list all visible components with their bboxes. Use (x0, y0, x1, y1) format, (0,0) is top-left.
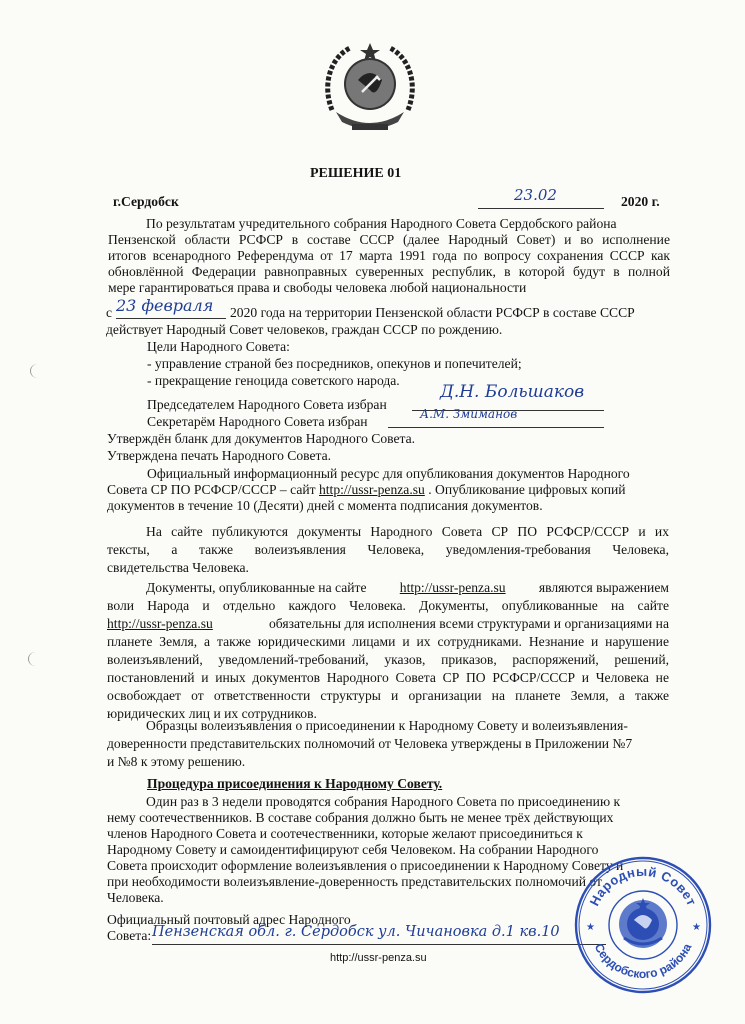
text-line: тексты, а также волеизъявления Человека, уведомления-требования Человека, (107, 542, 669, 557)
text-line: Образцы волеизъявления о присоединении к Народному Совету и волеизъявления- (146, 718, 628, 733)
text-line: Один раз в 3 недели проводятся собрания Народного Совета по присоединению к (146, 794, 621, 809)
paragraph-documents (107, 580, 669, 722)
text-line: обновлённой Федерации равноправных суверенных республик, в которой будут в полной (108, 264, 670, 279)
start-date-handwritten: 23 февраля (116, 296, 214, 315)
text-line: воли Народа и отдельно каждого Человека. Документы, опубликованные на сайте (107, 598, 669, 613)
text-line: Официальный информационный ресурс для опубликования документов Народного (147, 466, 630, 481)
stamp-star-icon: ★ (692, 922, 701, 933)
stamp-star-icon: ★ (586, 922, 595, 933)
text-line: и №8 к этому решению. (107, 754, 246, 769)
text-line: мере гарантироваться права и свободы человека любой национальности (108, 280, 527, 295)
punch-mark (28, 652, 43, 666)
site-link[interactable]: http://ussr-penza.su (107, 616, 213, 631)
approved-form-line: Утверждён бланк для документов Народного Совета. (107, 431, 416, 446)
year-label: 2020 г. (621, 194, 660, 209)
text-line: нему соотечественников. В составе собрания должно быть не менее трёх действующих (107, 810, 614, 825)
postal-address-field (152, 926, 606, 945)
postal-label: Официальный почтовый адрес Народного (107, 912, 351, 927)
postal-address-handwritten: Пензенская обл. г. Сердобск ул. Чичановка д.1 кв.10 (152, 924, 560, 940)
paragraph-samples (107, 718, 669, 770)
text-line: По результатам учредительного собрания Народного Совета Сердобского района (146, 216, 617, 231)
text-line: 2020 года на территории Пензенской области РСФСР в составе СССР (230, 305, 635, 320)
text-line: итогов всенародного Референдума от 17 марта 1991 года по вопросу сохранения СССР как (108, 248, 670, 263)
text-line (107, 482, 626, 498)
date-handwritten: 23.02 (514, 186, 557, 204)
text-line: свидетельства Человека. (107, 560, 249, 575)
postal-label: Совета: (107, 928, 152, 943)
round-stamp (572, 854, 714, 996)
paragraph-site-content (107, 524, 669, 576)
site-link[interactable]: http://ussr-penza.su (399, 580, 506, 595)
text-line: документов в течение 10 (Десяти) дней с момента подписания документов. (107, 498, 543, 513)
text-line (107, 616, 669, 632)
text-line: волеизъявлений, уведомлений-требований, указов, приказов, распоряжений, решений, (107, 652, 669, 667)
approved-seal-line: Утверждена печать Народного Совета. (107, 448, 332, 463)
text-line: освобождает от ответственности структуры и организации на планете Земля, а также (107, 688, 669, 703)
text-fragment: являются выражением (538, 580, 669, 595)
text-line: На сайте публикуются документы Народного Совета СР ПО РСФСР/СССР и их (146, 524, 669, 539)
secretary-signature-field (388, 407, 604, 428)
site-link[interactable]: http://ussr-penza.su (318, 482, 425, 497)
text-line: Народному Совету и самоидентифицируют себя Человеком. На собрании Народного (107, 842, 599, 857)
start-date-field (116, 296, 226, 319)
text-line: действует Народный Совет человеков, граждан СССР по рождению. (106, 322, 503, 337)
chairman-signature: Д.Н. Большаков (440, 382, 585, 402)
text-fragment: Совета СР ПО РСФСР/СССР – сайт (107, 482, 316, 497)
text-line: планете Земля, а также юридическими лицами и их сотрудниками. Незнание и нарушение (107, 634, 669, 649)
text-line: членов Народного Совета и соотечественники, которые желают присоединиться к (107, 826, 583, 841)
start-date-prefix: с (106, 305, 113, 320)
goal-item: - управление страной без посредников, опекунов и попечителей; (147, 356, 522, 371)
text-line (146, 580, 669, 596)
city-label: г.Сердобск (113, 194, 179, 209)
text-line: Человека. (107, 890, 164, 905)
text-fragment: Документы, опубликованные на сайте (146, 580, 367, 595)
procedure-heading: Процедура присоединения к Народному Совету. (147, 776, 443, 791)
paragraph-intro (108, 216, 670, 296)
goal-item: - прекращение геноцида советского народа. (147, 373, 400, 388)
text-line: юридических лиц и их сотрудников. (107, 706, 317, 721)
text-line: постановлений и иных документов Народного Совета СР ПО РСФСР/СССР и Человека не (107, 670, 669, 685)
text-fragment: обязательны для исполнения всеми структурами и организациями на (269, 616, 669, 631)
text-line: Пензенской области РСФСР в составе СССР (далее Народный Совет) и во исполнение (108, 232, 670, 247)
stamp-text-bottom: Сердобского района (591, 941, 695, 982)
text-line: доверенности представительских полномочий от Человека утверждены в Приложении №7 (107, 736, 633, 751)
punch-mark (30, 364, 45, 378)
stamp-emblem-icon (619, 898, 667, 948)
footer-url: http://ussr-penza.su (330, 952, 427, 964)
date-field (478, 188, 604, 209)
text-fragment: . Опубликование цифровых копий (428, 482, 626, 497)
document-title: РЕШЕНИЕ 01 (310, 166, 402, 181)
secretary-signature: А.М. Змиманов (420, 407, 518, 421)
text-line: при необходимости волеизъявление-доверенность представительских полномочий от (107, 874, 602, 889)
goals-heading: Цели Народного Совета: (147, 339, 290, 354)
text-line: Совета происходит оформление волеизъявления о присоединении к Народному Совету и (107, 858, 624, 873)
ussr-emblem-icon (322, 40, 418, 134)
secretary-label: Секретарём Народного Совета избран (147, 414, 368, 429)
stamp-text-top: Народный Совет (586, 863, 700, 909)
chairman-label: Председателем Народного Совета избран (147, 397, 387, 412)
